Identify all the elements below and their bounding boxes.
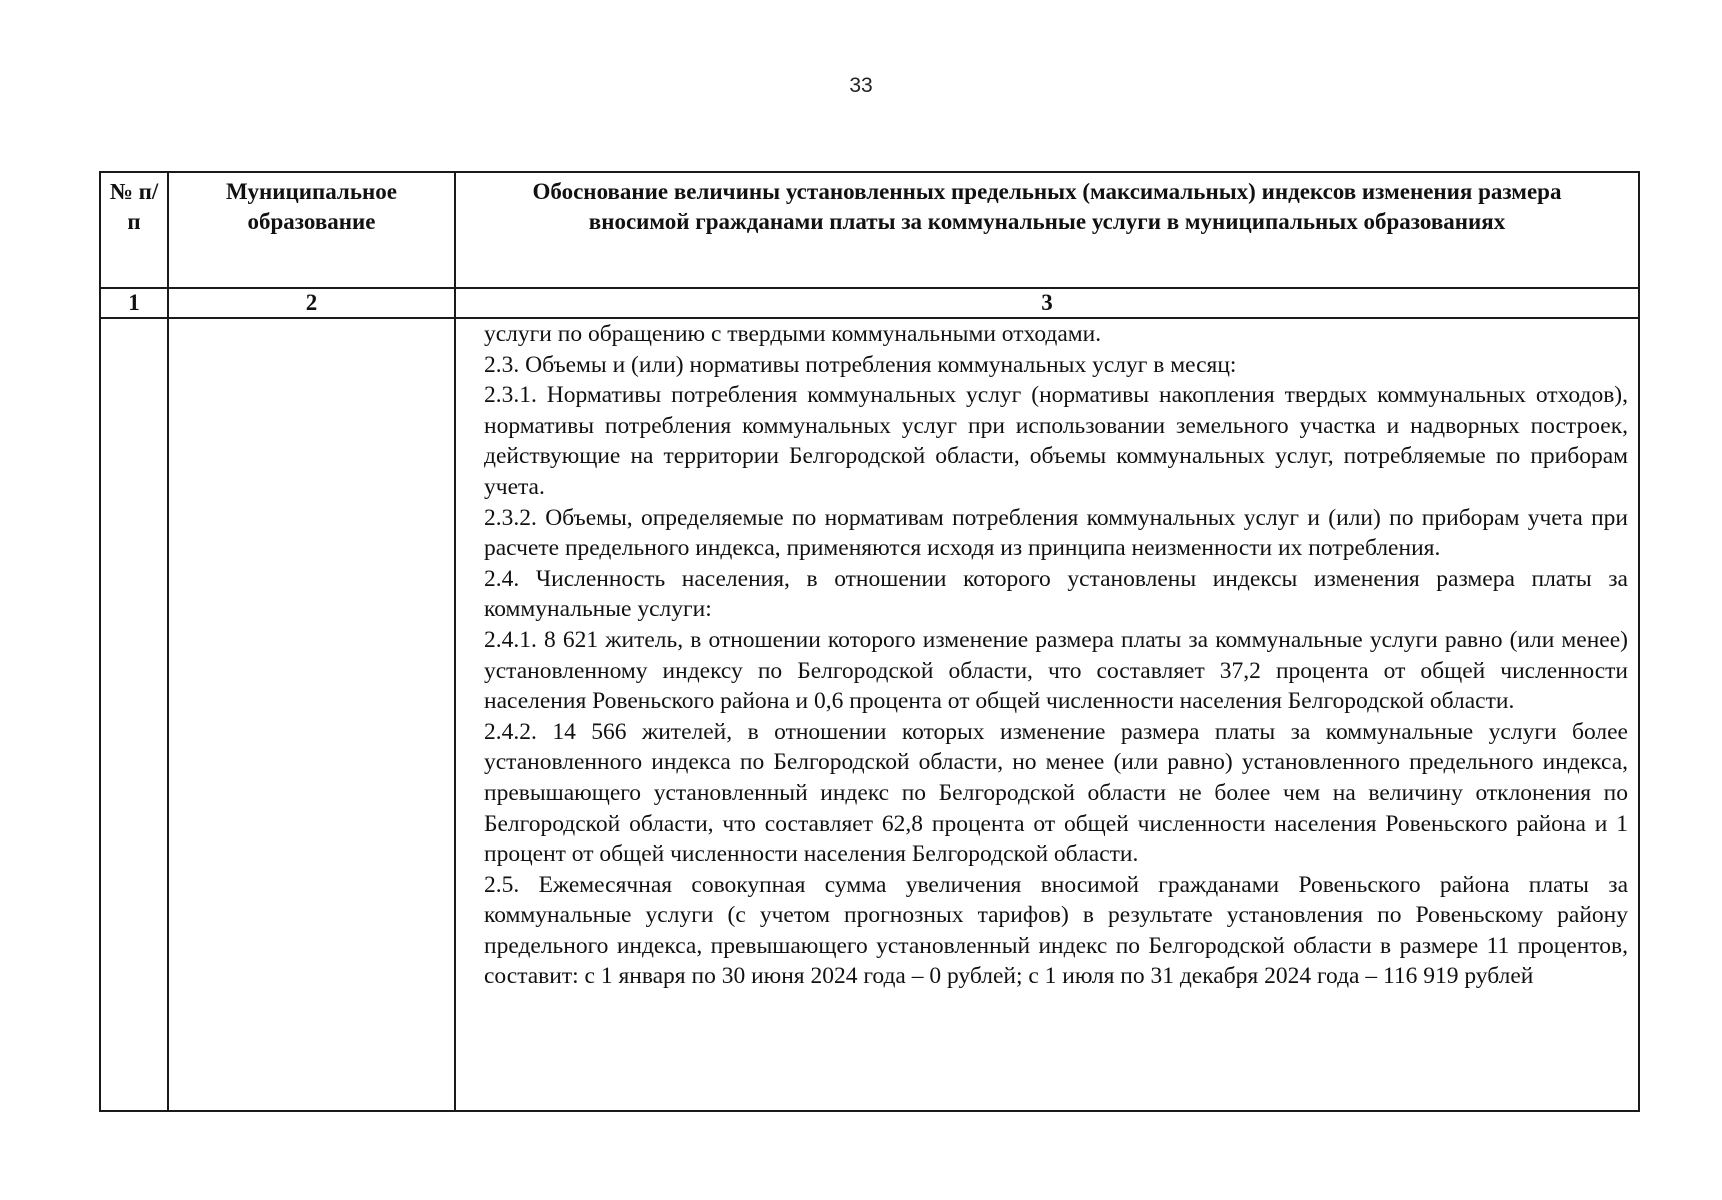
header-number-label: № п/п — [109, 179, 159, 234]
header-justification-label: Обоснование величины установленных предельных (максимальных) индексов изменения размера вносимой гражданами платы за коммунальные услуги в муниципальных образованиях — [532, 179, 1562, 234]
paragraph-continuation: услуги по обращению с твердыми коммунальными отходами. — [484, 321, 1102, 347]
row-justification-cell — [455, 318, 1639, 1111]
row-number-cell — [100, 318, 168, 1111]
paragraph-2-4-1: 2.4.1. 8 621 житель, в отношении которого изменение размера платы за коммунальные услуги равно (или менее) установленному индексу по Белгородской области, что составляет 37,2 процента от общей численности населения Ровеньского района и 0,6 процента от общей численности населения Белгородской области. — [484, 626, 1628, 715]
header-number — [100, 172, 168, 288]
header-justification — [455, 172, 1639, 288]
row-municipality-cell — [168, 318, 455, 1111]
paragraph-2-4-2: 2.4.2. 14 566 жителей, в отношении которых изменение размера платы за коммунальные услуги более установленного индекса по Белгородской области, но менее (или равно) установленного предельного индекса, превышающего установленный индекс по Белгородской области не более чем на величину отклонения по Белгородской области, что составляет 62,8 процента от общей численности населения Ровеньского района и 1 процент от общей численности населения Белгородской области. — [484, 718, 1628, 868]
header-municipality-label: Муниципальное образование — [226, 179, 397, 234]
column-number-1: 1 — [100, 288, 168, 318]
header-municipality — [168, 172, 455, 288]
paragraph-2-3-1: 2.3.1. Нормативы потребления коммунальных услуг (нормативы накопления твердых коммунальных отходов), нормативы потребления коммунальных услуг при использовании земельного участка и надворных построек, действующие на территории Белгородской области, объемы коммунальных услуг, потребляемые по приборам учета. — [484, 382, 1628, 500]
column-number-2: 2 — [168, 288, 455, 318]
paragraph-2-3: 2.3. Объемы и (или) нормативы потребления коммунальных услуг в месяц: — [484, 351, 1237, 378]
justification-table — [99, 171, 1640, 1112]
table-row — [100, 318, 1639, 1111]
paragraph-2-4: 2.4. Численность населения, в отношении которого установлены индексы изменения размера платы за коммунальные услуги: — [484, 565, 1628, 623]
paragraph-2-3-2: 2.3.2. Объемы, определяемые по нормативам потребления коммунальных услуг и (или) по приборам учета при расчете предельного индекса, применяются исходя из принципа неизменности их потребления. — [484, 504, 1628, 562]
table-header-row — [100, 172, 1639, 288]
page-number: 33 — [849, 74, 873, 97]
column-number-3: 3 — [455, 288, 1639, 318]
column-number-row — [100, 288, 1639, 318]
paragraph-2-5: 2.5. Ежемесячная совокупная сумма увеличения вносимой гражданами Ровеньского района платы за коммунальные услуги (с учетом прогнозных тарифов) в результате установления по Ровеньскому району предельного индекса, превышающего установленный индекс по Белгородской области в размере 11 процентов, составит: с 1 января по 30 июня 2024 года – 0 рублей; с 1 июля по 31 декабря 2024 года – 116 919 рублей — [484, 871, 1628, 990]
